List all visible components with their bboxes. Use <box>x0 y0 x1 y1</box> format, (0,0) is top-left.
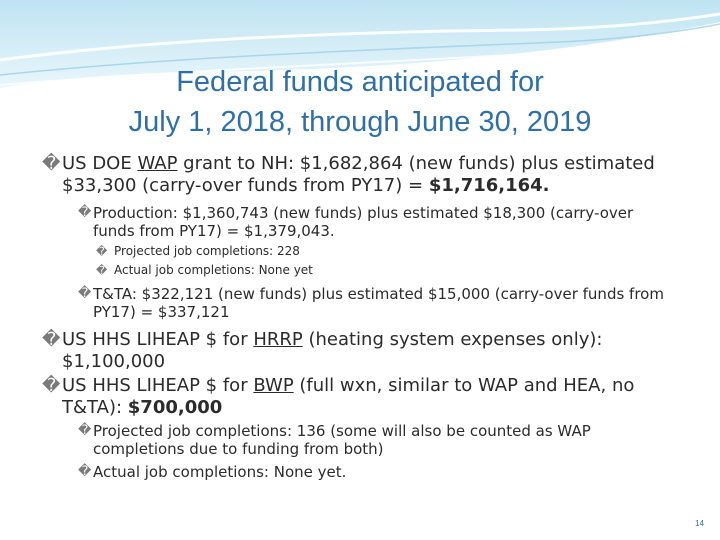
bullet-actual-none: � Actual job completions: None yet <box>96 261 656 280</box>
bullet-tta: � T&TA: $322,121 (new funds) plus estimated $15,000 (carry-over funds from PY17) = $337,121 <box>78 285 664 321</box>
bullet-icon: � <box>96 264 108 277</box>
bullet-projected-136: � Projected job completions: 136 (some will also be counted as WAP completions due to funding from both) <box>78 422 591 458</box>
title-line-1: Federal funds anticipated for <box>176 66 544 98</box>
bullet-icon: � <box>78 286 92 301</box>
bullet-icon: � <box>42 329 61 350</box>
bullet-icon: � <box>78 205 92 220</box>
bwp-term: BWP <box>253 375 294 396</box>
page-number: 14 <box>695 519 704 528</box>
bullet-icon: � <box>42 153 61 174</box>
title-line-2: July 1, 2018, through June 30, 2019 <box>128 106 592 138</box>
bullet-hhs-bwp: � US HHS LIHEAP $ for BWP (full wxn, similar to WAP and HEA, no T&TA): $700,000 <box>42 375 635 418</box>
bullet-projected-228: � Projected job completions: 228 <box>96 242 656 261</box>
wap-term: WAP <box>137 153 178 174</box>
bwp-amount: $700,000 <box>127 397 223 418</box>
bullet-actual-none-yet: � Actual job completions: None yet. <box>78 463 347 481</box>
bullet-icon: � <box>42 375 61 396</box>
bullet-icon: � <box>78 423 92 438</box>
bullet-production: � Production: $1,360,743 (new funds) plus estimated $18,300 (carry-over funds from PY17) = $1,379,043. <box>78 204 634 240</box>
doe-total: $1,716,164. <box>428 175 550 196</box>
bullet-hhs-hrrp: � US HHS LIHEAP $ for HRRP (heating system expenses only): $1,100,000 <box>42 329 603 372</box>
bullet-icon: � <box>96 245 108 258</box>
hrrp-term: HRRP <box>253 329 303 350</box>
bullet-doe-wap: � US DOE WAP grant to NH: $1,682,864 (new funds) plus estimated $33,300 (carry-over funds from PY17) = $1,716,164. <box>42 153 655 196</box>
bullet-icon: � <box>78 464 92 479</box>
